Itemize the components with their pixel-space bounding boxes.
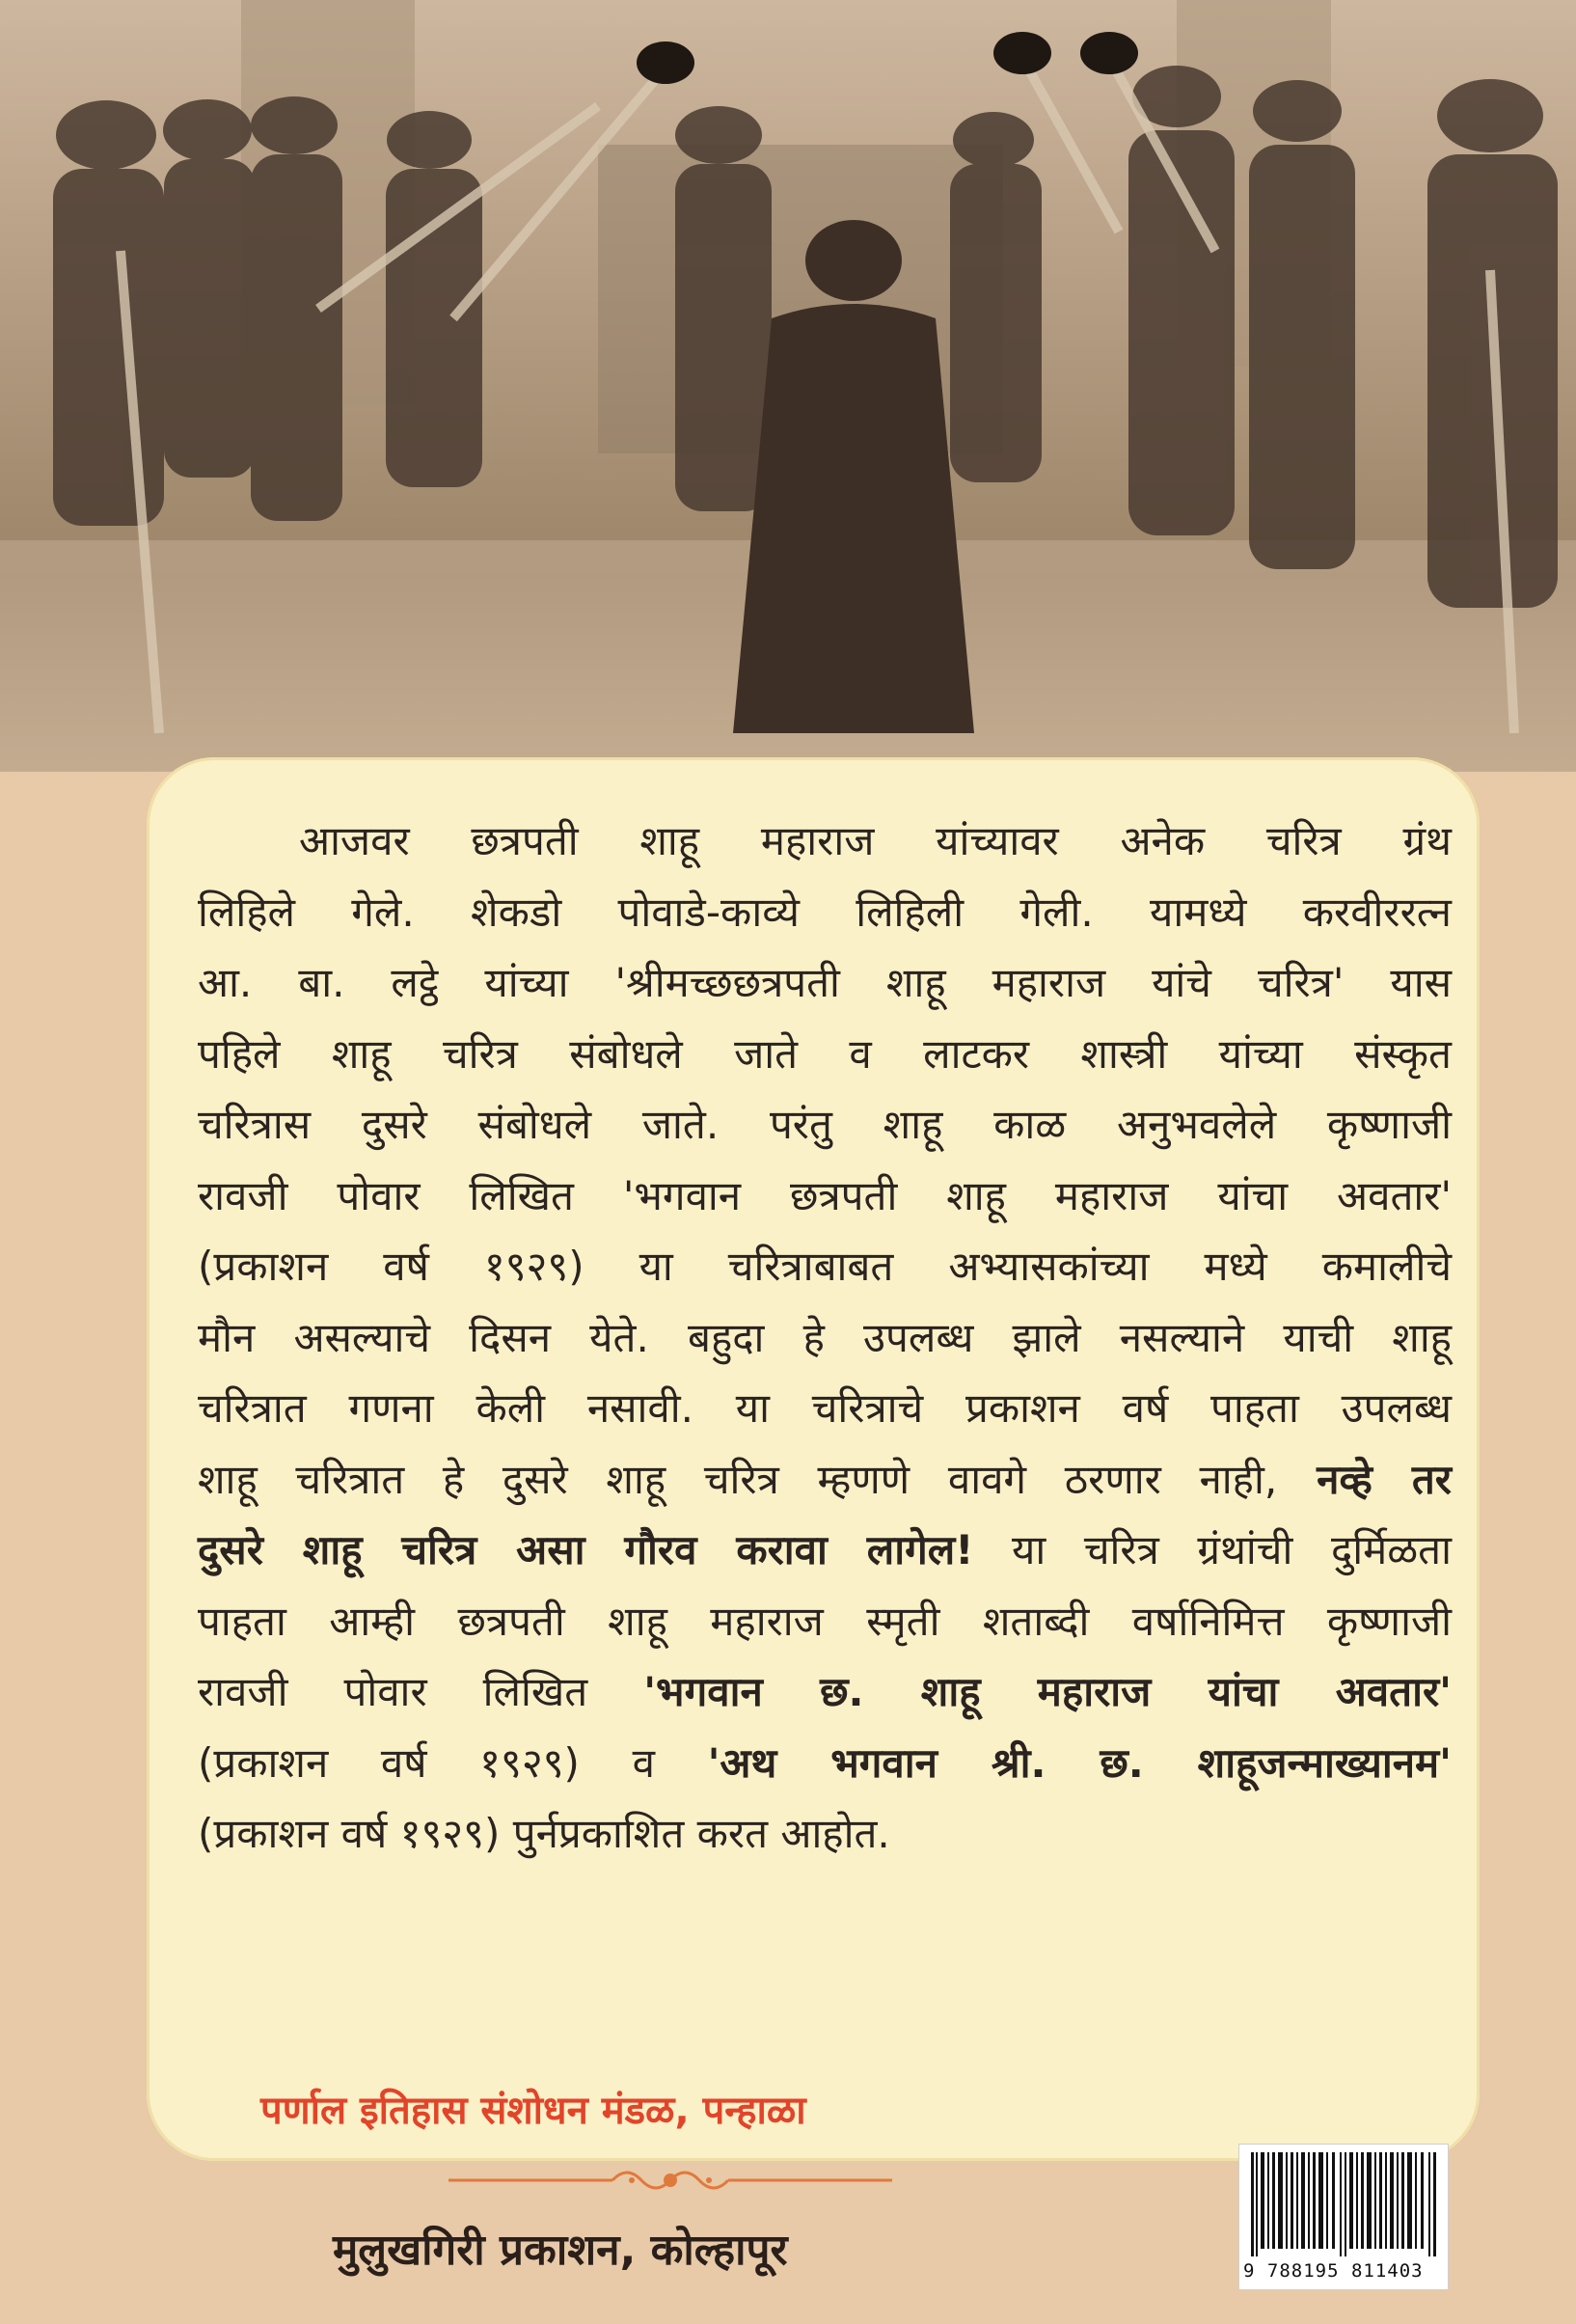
paragraph-line	[198, 1515, 1452, 1586]
isbn-number: 9 788195 811403	[1243, 2260, 1424, 2282]
isbn-barcode	[1238, 2144, 1449, 2290]
paragraph-text: (प्रकाशन वर्ष १९२९) व	[198, 1738, 708, 1787]
paragraph-text: या चरित्र ग्रंथांची दुर्मिळता	[973, 1526, 1452, 1573]
paragraph-emphasis: दुसरे शाहू चरित्र असा गौरव करावा लागेल!	[198, 1526, 974, 1573]
paragraph-line: चरित्रात गणना केली नसावी. या चरित्राचे प्रकाशन वर्ष पाहता उपलब्ध	[198, 1384, 1452, 1432]
divider-ornament-icon	[439, 2161, 902, 2203]
publisher-name: मुलुखगिरी प्रकाशन, कोल्हापूर	[333, 2226, 788, 2275]
paragraph-text: रावजी पोवार लिखित	[198, 1668, 644, 1715]
paragraph-line: पहिले शाहू चरित्र संबोधले जाते व लाटकर शास्त्री यांच्या संस्कृत	[198, 1029, 1452, 1078]
court-photo-icon	[0, 0, 1576, 772]
paragraph-line: रावजी पोवार लिखित 'भगवान छत्रपती शाहू महाराज यांचा अवतार'	[198, 1171, 1452, 1219]
organization-name: पर्णाल इतिहास संशोधन मंडळ, पन्हाळा	[260, 2089, 806, 2133]
paragraph-line	[198, 1728, 1452, 1799]
paragraph-line: आजवर छत्रपती शाहू महाराज यांच्यावर अनेक चरित्र ग्रंथ	[299, 817, 1452, 864]
paragraph-text: शाहू चरित्रात हे दुसरे शाहू चरित्र म्हणणे वावगे ठरणार नाही,	[198, 1455, 1278, 1503]
paragraph-line: (प्रकाशन वर्ष १९२९) पुर्नप्रकाशित करत आहोत.	[198, 1810, 890, 1857]
paragraph-emphasis: नव्हे तर	[1277, 1455, 1452, 1503]
paragraph-line: (प्रकाशन वर्ष १९२९) या चरित्राबाबत अभ्यासकांच्या मध्ये कमालीचे	[198, 1243, 1452, 1290]
book-title-emphasis: 'अथ भगवान श्री. छ. शाहूजन्माख्यानम'	[707, 1738, 1452, 1787]
paragraph-line: चरित्रास दुसरे संबोधले जाते. परंतु शाहू काळ अनुभवलेले कृष्णाजी	[198, 1101, 1452, 1148]
paragraph-line: लिहिले गेले. शेकडो पोवाडे-काव्ये लिहिली गेली. यामध्ये करवीररत्न	[198, 888, 1452, 936]
historic-court-photo	[0, 0, 1576, 772]
barcode-icon	[1239, 2145, 1448, 2258]
paragraph-line: आ. बा. लट्ठे यांच्या 'श्रीमच्छछत्रपती शाहू महाराज यांचे चरित्र' यास	[198, 959, 1452, 1006]
paragraph-line: पाहता आम्ही छत्रपती शाहू महाराज स्मृती शताब्दी वर्षानिमित्त कृष्णाजी	[198, 1597, 1452, 1645]
paragraph-line	[198, 1444, 1452, 1516]
description-paragraph	[198, 806, 1452, 1870]
book-title-emphasis: 'भगवान छ. शाहू महाराज यांचा अवतार'	[643, 1668, 1452, 1715]
paragraph-line	[198, 1656, 1452, 1728]
paragraph-line: मौन असल्याचे दिसन येते. बहुदा हे उपलब्ध झाले नसल्याने याची शाहू	[198, 1313, 1452, 1361]
